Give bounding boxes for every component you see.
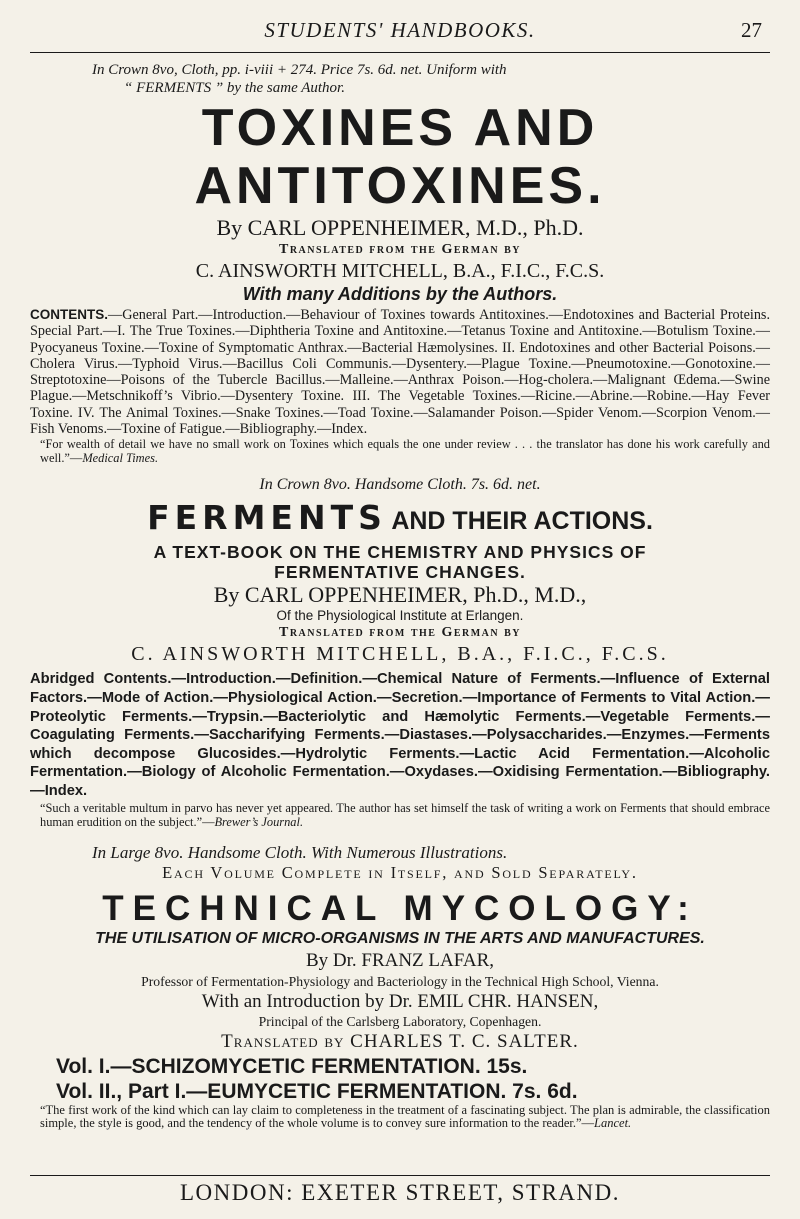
toxines-translator: C. AINSWORTH MITCHELL, B.A., F.I.C., F.C.S. (195, 260, 605, 282)
ferments-entry (30, 475, 770, 828)
mycology-subtitle: THE UTILISATION OF MICRO-ORGANISMS IN THE ARTS AND MANUFACTURES. (95, 929, 705, 947)
mycology-vol-2: Vol. II., Part I.—EUMYCETIC FERMENTATION. 7s. 6d. (56, 1079, 578, 1103)
ferments-contents-label: Abridged Contents. (30, 671, 172, 688)
mycology-translated: Translated by CHARLES T. C. SALTER. (221, 1030, 579, 1052)
ferments-title-word: FERMENTS (147, 498, 387, 538)
ferments-translated-line: Translated from the German by (279, 625, 521, 641)
toxines-review-text: “For wealth of detail we have no small work on Toxines which equals the one under review . . . the translator has done his work carefully and well.”— (40, 437, 770, 466)
ferments-review-source: Brewer’s Journal. (214, 814, 304, 829)
mycology-author: By Dr. FRANZ LAFAR, (305, 949, 495, 971)
toxines-contents-label: CONTENTS. (30, 307, 109, 322)
ferments-author: By CARL OPPENHEIMER, Ph.D., M.D., (213, 582, 587, 608)
running-head-title: STUDENTS' HANDBOOKS. (264, 18, 536, 42)
mycology-review-source: Lancet. (594, 1116, 632, 1131)
ferments-contents (30, 670, 770, 800)
mycology-pub-line: In Large 8vo. Handsome Cloth. With Numerous Illustrations. (92, 842, 508, 862)
ferments-translator: C. AINSWORTH MITCHELL, B.A., F.I.C., F.C.S. (131, 643, 669, 666)
ferments-contents-text: —Introduction.—Definition.—Chemical Nature of Ferments.—Influence of External Factors.—Mode of Action.—Physiological Action.—Secretion.—Importance of Ferments to Vital Action.—Proteolytic Ferments.—Trypsin.—Bacteriolytic and Hæmolytic Ferments.—Vegetable Ferments.—Coagulating Ferments.—Saccharifying Ferments.—Diastases.—Polysaccharides.—Enzymes.—Ferments which decompose Glucosides.—Hydrolytic Ferments.—Lactic Acid Fermentation.—Alcoholic Fermentation.—Biology of Alcoholic Fermentation.—Oxydases.—Oxidising Fermentation.—Bibliography.—Index. (30, 671, 770, 799)
mycology-review-text: “The first work of the kind which can lay claim to completeness in the treatment of a fascinating subject. The plan is admirable, the classification simple, the style is good, and the tendency of the whole volume is to convey sure information to the reader.”— (40, 1102, 770, 1131)
ferments-affiliation: Of the Physiological Institute at Erlangen. (276, 608, 524, 624)
toxines-contents-text: —General Part.—Introduction.—Behaviour of Toxines towards Antitoxines.—Endotoxines and Bacterial Proteins. Special Part.—I. The True Toxines.—Diphtheria Toxine and Antitoxine.—Tetanus Toxine and Antitoxine.—Botulism Toxine.—Pyocyaneus Toxine.—Toxine of Symptomatic Anthrax.—Bacterial Hæmolysines. II. Endotoxines and other Bacterial Poisons.—Cholera Virus.—Typhoid Virus.—Bacillus Coli Communis.—Dysentery.—Plague Toxine.—Pneumotoxine.—Gonotoxine.—Streptotoxine—Poisons of the Tubercle Bacillus.—Malleine.—Anthrax Poison.—Hog-cholera.—Malignant Œdema.—Swine Plague.—Metschnikoff’s Vibrio.—Dysentery Toxine. III. The Vegetable Toxines.—Ricine.—Abrine.—Robine.—Hay Fever Toxine. IV. The Animal Toxines.—Snake Toxines.—Toad Toxine.—Salamander Poison.—Spider Venom.—Scorpion Venom.—Fish Venoms.—Toxine of Fatigue.—Bibliography.—Index. (30, 307, 770, 438)
toxines-entry (30, 61, 770, 465)
toxines-author: By CARL OPPENHEIMER, M.D., Ph.D. (216, 215, 584, 240)
toxines-pub-line: In Crown 8vo, Cloth, pp. i-viii + 274. Price 7s. 6d. net. Uniform with (92, 62, 507, 78)
toxines-review-source: Medical Times. (82, 451, 159, 466)
mycology-intro: With an Introduction by Dr. EMIL CHR. HANSEN, (201, 990, 599, 1012)
mycology-entry (30, 843, 770, 1132)
mycology-principal: Principal of the Carlsberg Laboratory, Copenhagen. (258, 1013, 542, 1029)
running-head (30, 14, 770, 53)
ferments-review (30, 801, 770, 829)
mycology-each-volume: Each Volume Complete in Itself, and Sold Separately. (162, 862, 638, 882)
ferments-subtitle-2: FERMENTATIVE CHANGES. (274, 562, 526, 583)
toxines-contents (30, 307, 770, 437)
mycology-professor: Professor of Fermentation-Physiology and Bacteriology in the Technical High School, Vienna. (141, 973, 659, 989)
ferments-pub-line: In Crown 8vo. Handsome Cloth. 7s. 6d. net. (259, 476, 541, 494)
mycology-title: TECHNICAL MYCOLOGY: (102, 888, 698, 928)
page-number: 27 (741, 18, 762, 42)
ferments-review-text: “Such a veritable multum in parvo has never yet appeared. The author has set himself the task of writing a work on Ferments that should embrace human erudition on the subject.”— (40, 800, 770, 829)
mycology-vol-1: Vol. I.—SCHIZOMYCETIC FERMENTATION. 15s. (56, 1054, 528, 1078)
ferments-subtitle-1: A TEXT-BOOK ON THE CHEMISTRY AND PHYSICS OF (153, 542, 647, 563)
toxines-review (30, 437, 770, 465)
toxines-title: TOXINES AND ANTITOXINES. (194, 99, 606, 215)
ferments-title (30, 498, 770, 542)
mycology-review (30, 1104, 770, 1132)
footer-imprint: LONDON: EXETER STREET, STRAND. (30, 1175, 770, 1206)
toxines-additions: With many Additions by the Authors. (242, 284, 558, 304)
ferments-title-rest: AND THEIR ACTIONS. (391, 507, 653, 536)
toxines-translated-line: Translated from the German by (279, 242, 521, 257)
toxines-uniform-with: “ FERMENTS ” by the same Author. (124, 80, 345, 96)
